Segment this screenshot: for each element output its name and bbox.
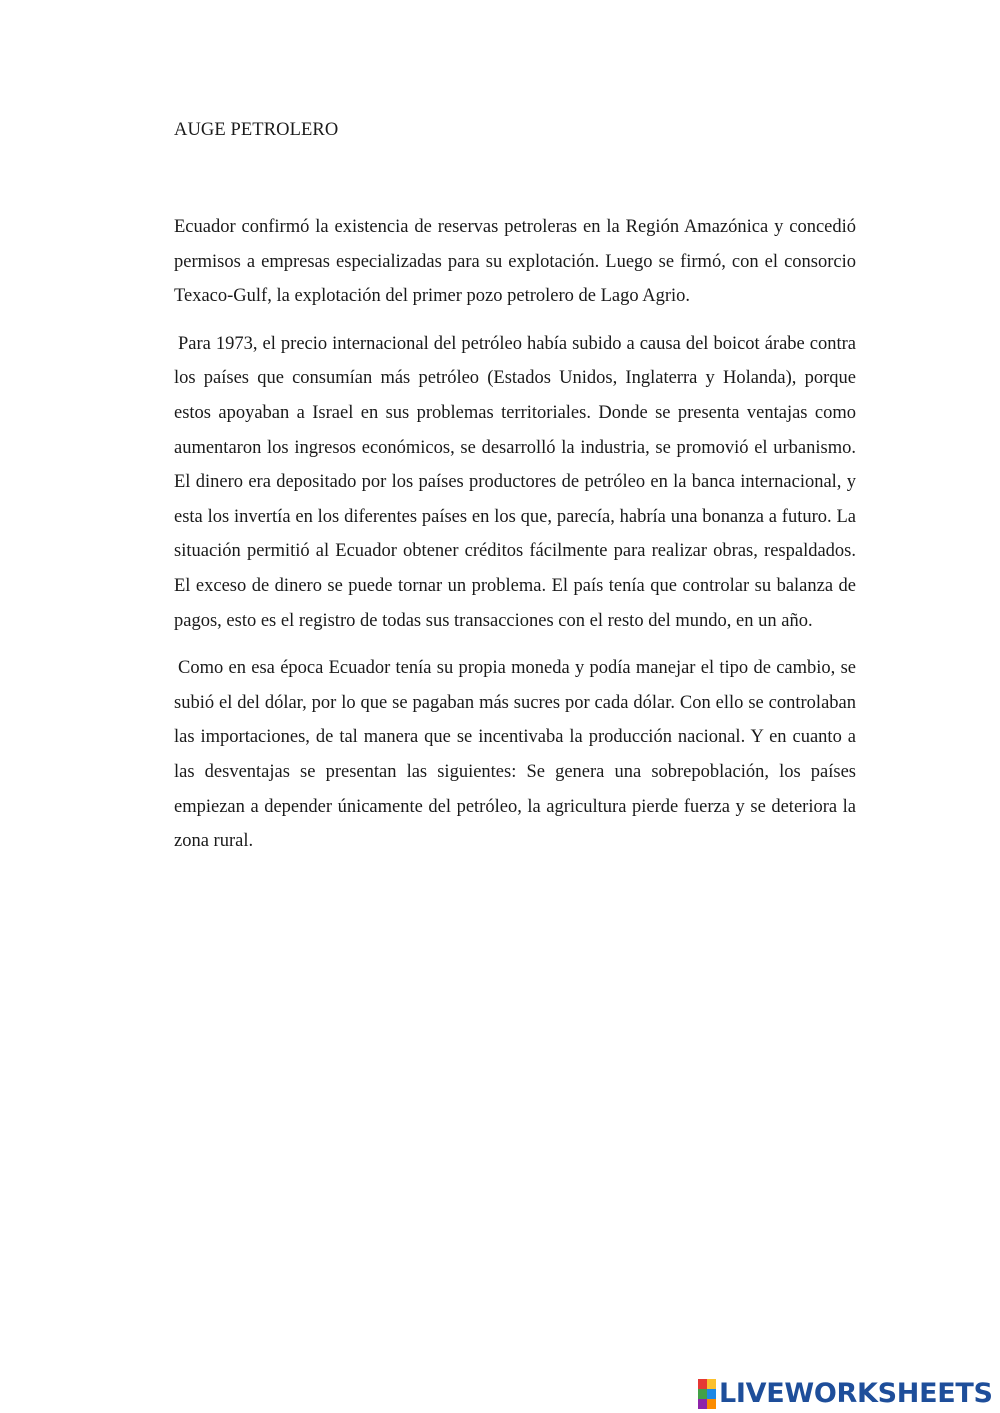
watermark-text: LIVEWORKSHEETS	[719, 1378, 993, 1409]
document-body	[174, 210, 856, 872]
liveworksheets-watermark	[698, 1377, 993, 1411]
paragraph-2: Para 1973, el precio internacional del petróleo había subido a causa del boicot árabe contra los países que consumían más petróleo (Estados Unidos, Inglaterra y Holanda), porque estos apoyaban a Israel en sus problemas territoriales. Donde se presenta ventajas como aumentaron los ingresos económicos, se desarrolló la industria, se promovió el urbanismo. El dinero era depositado por los países productores de petróleo en la banca internacional, y esta los invertía en los diferentes países en los que, parecía, habría una bonanza a futuro. La situación permitió al Ecuador obtener créditos fácilmente para realizar obras, respaldados. El exceso de dinero se puede tornar un problema. El país tenía que controlar su balanza de pagos, esto es el registro de todas sus transacciones con el resto del mundo, en un año.	[174, 333, 856, 631]
logo-square-red	[698, 1379, 707, 1389]
logo-square-orange	[707, 1399, 716, 1409]
logo-square-yellow	[707, 1379, 716, 1389]
liveworksheets-logo-icon	[698, 1379, 716, 1409]
logo-square-purple	[698, 1399, 707, 1409]
logo-square-green	[698, 1389, 707, 1399]
paragraph-3: Como en esa época Ecuador tenía su propia moneda y podía manejar el tipo de cambio, se subió el del dólar, por lo que se pagaban más sucres por cada dólar. Con ello se controlaban las importaciones, de tal manera que se incentivaba la producción nacional. Y en cuanto a las desventajas se presentan las siguientes: Se genera una sobrepoblación, los países empiezan a depender únicamente del petróleo, la agricultura pierde fuerza y se deteriora la zona rural.	[174, 658, 856, 852]
document-title: AUGE PETROLERO	[174, 120, 339, 140]
logo-square-blue	[707, 1389, 716, 1399]
paragraph-1: Ecuador confirmó la existencia de reservas petroleras en la Región Amazónica y concedió permisos a empresas especializadas para su explotación. Luego se firmó, con el consorcio Texaco-Gulf, la explotación del primer pozo petrolero de Lago Agrio.	[174, 217, 856, 307]
